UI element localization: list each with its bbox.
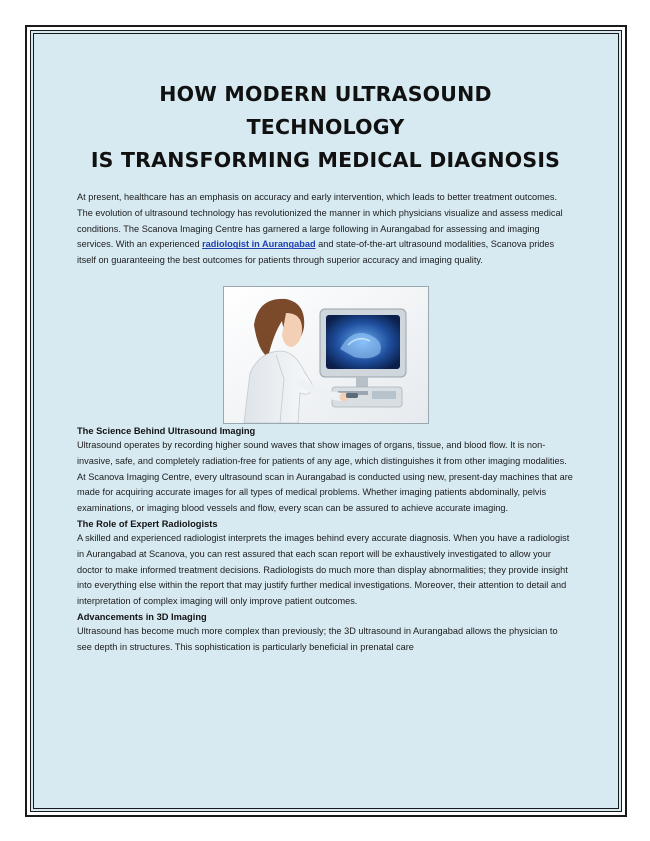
doctor-ultrasound-photo <box>223 286 429 424</box>
section-heading-radiologists: The Role of Expert Radiologists <box>77 518 218 529</box>
intro-text-start: At present, healthcare has an emphasis on accuracy and early intervention, which leads to better treatment outcomes. The evolution of ultrasound technology has revolutionized the manner in which physicians visualize and assess medical conditions. The Scanova Imaging Centre has garnered a large following in Aurangabad for assessing and imaging services. With an experienced <box>77 192 563 250</box>
document-title <box>77 78 574 177</box>
radiologist-link[interactable]: radiologist in Aurangabad <box>202 239 316 250</box>
intro-paragraph <box>77 190 574 269</box>
section-body-radiologists: A skilled and experienced radiologist interprets the images behind every accurate diagnosis. When you have a radiologist in Aurangabad at Scanova, you can rest assured that each scan report will be exhaustively investigated to allow your doctor to make informed treatment decisions. Radiologists do much more than display abnormalities; they provide insight into everything else within the report that may justify further medical investigations. Moreover, their attention to detail and interpretation of complex imaging will only improve patient outcomes. <box>77 532 570 607</box>
section-body-science: Ultrasound operates by recording higher sound waves that show images of organs, tissue, and blood flow. It is non-invasive, safe, and completely radiation-free for patients of any age, which distinguishes it from other imaging modalities. At Scanova Imaging Centre, every ultrasound scan in Aurangabad is conducted using new, present-day machines that are made for acquiring accurate images for all types of medical problems. Whether imaging patients abdominally, pelvis examinations, or imaging blood vessels and flow, every scan can be assured to achieve accurate imaging. <box>77 439 573 514</box>
hero-image-wrapper <box>77 286 574 424</box>
section-body-3d-imaging: Ultrasound has become much more complex than previously; the 3D ultrasound in Aurangabad allows the physician to see depth in structures. This sophistication is particularly beneficial in prenatal care <box>77 625 558 652</box>
title-line-2: IS TRANSFORMING MEDICAL DIAGNOSIS <box>90 148 561 172</box>
doctor-viewing-ultrasound-monitor-photo-icon <box>224 287 428 423</box>
section-heading-3d-imaging: Advancements in 3D Imaging <box>77 611 207 622</box>
document-content <box>77 78 574 656</box>
intro-text-end: and state-of-the-art ultrasound modalities, Scanova prides itself on guaranteeing the best outcomes for patients through superior accuracy and imaging quality. <box>77 239 555 266</box>
title-line-1: HOW MODERN ULTRASOUND TECHNOLOGY <box>159 82 492 139</box>
section-heading-science: The Science Behind Ultrasound Imaging <box>77 425 256 436</box>
